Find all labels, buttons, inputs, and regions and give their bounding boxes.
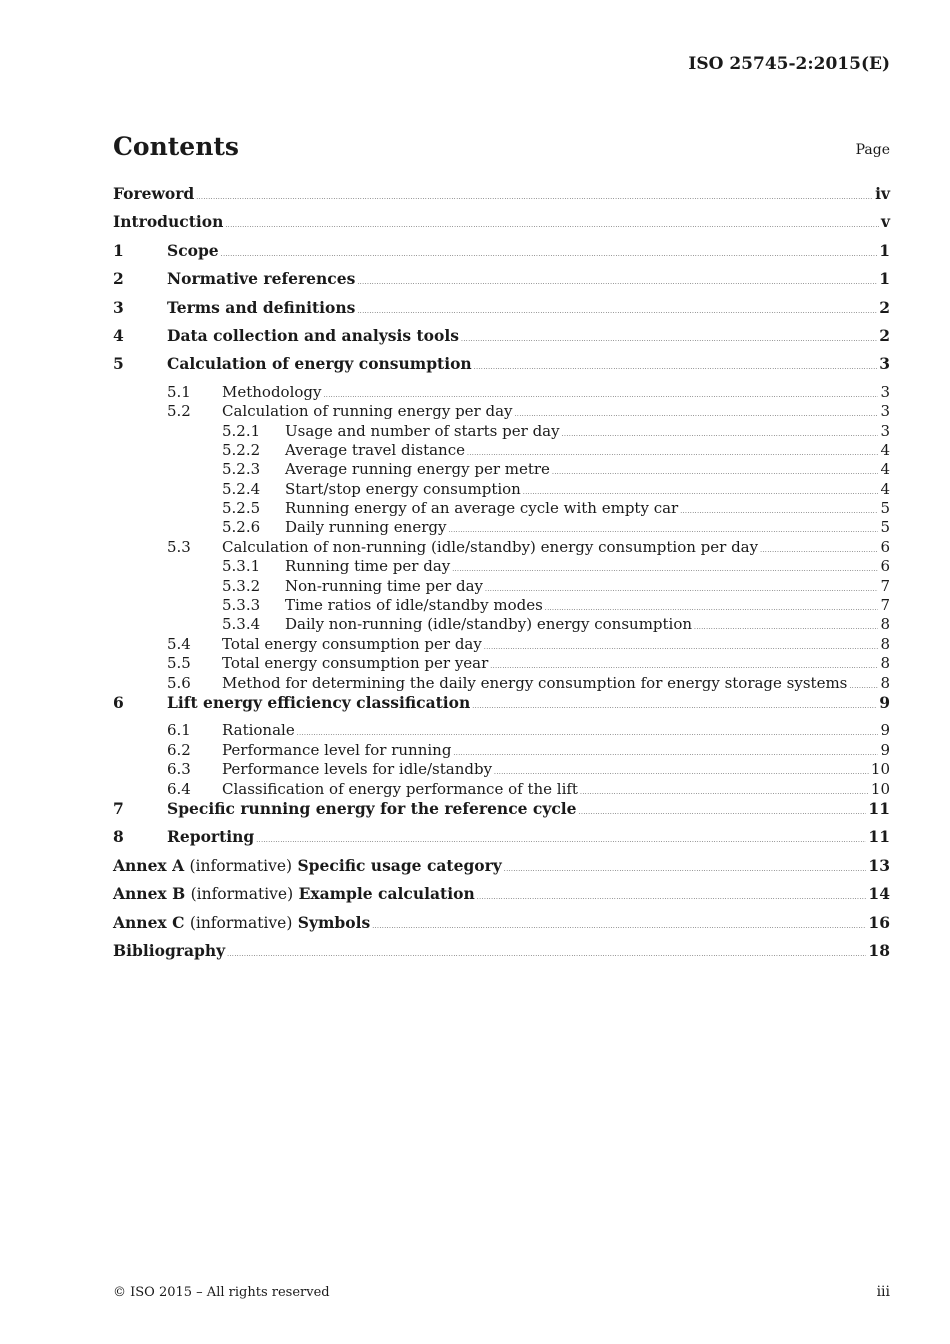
toc-page-number: 9	[880, 740, 890, 759]
dot-leader	[474, 365, 878, 371]
toc-entry-title: Performance levels for idle/standby	[222, 760, 493, 779]
toc-entry[interactable]	[113, 557, 890, 576]
dot-leader	[221, 252, 878, 258]
dot-leader	[760, 548, 878, 554]
toc-page-number: 2	[879, 297, 890, 317]
toc-page-number: 3	[879, 354, 890, 374]
toc-entry-title: Bibliography	[113, 940, 226, 960]
dot-leader	[515, 412, 879, 418]
toc-entry-title: Specific running energy for the reference cycle	[167, 798, 577, 818]
toc-entry-number: 7	[113, 798, 124, 818]
toc-entry-number: 6.1	[167, 721, 191, 740]
toc-entry[interactable]	[113, 654, 890, 673]
toc-page-number: 11	[868, 827, 890, 847]
toc-entry-number: 5.6	[167, 673, 191, 692]
toc-entry-number: 1	[113, 240, 124, 260]
toc-page-number: 2	[879, 325, 890, 345]
toc-entry-title: Daily running energy	[285, 518, 447, 537]
dot-leader	[485, 587, 878, 593]
toc-entry-number: 5.4	[167, 634, 191, 653]
dot-leader	[227, 952, 866, 958]
toc-entry[interactable]	[113, 760, 890, 779]
toc-page-number: 3	[880, 421, 890, 440]
toc-entry[interactable]	[113, 615, 890, 634]
annex-label: Annex A	[113, 855, 185, 875]
toc-page-number: 10	[870, 779, 890, 798]
toc-entry-number: 3	[113, 297, 124, 317]
dot-leader	[357, 309, 877, 315]
toc-entry[interactable]	[113, 518, 890, 537]
dot-leader	[694, 625, 878, 631]
toc-entry-title: Calculation of energy consumption	[167, 354, 472, 374]
toc-entry-title: Average travel distance	[285, 440, 465, 459]
toc-entry[interactable]	[113, 741, 890, 760]
toc-entry[interactable]	[113, 913, 890, 941]
toc-entry-number: 4	[113, 325, 124, 345]
dot-leader	[490, 664, 878, 670]
toc-entry-number: 5	[113, 354, 124, 374]
toc-entry[interactable]	[113, 827, 890, 855]
toc-page-number: 6	[880, 537, 890, 556]
toc-entry[interactable]	[113, 441, 890, 460]
dot-leader	[545, 606, 879, 612]
toc-entry-number: 5.1	[167, 382, 191, 401]
toc-entry-title: Terms and definitions	[167, 297, 356, 317]
dot-leader	[324, 393, 879, 399]
toc-entry-number: 5.3.2	[222, 576, 261, 595]
toc-entry-title: Data collection and analysis tools	[167, 325, 459, 345]
dot-leader	[523, 490, 879, 496]
toc-entry-number: 5.2	[167, 402, 191, 421]
toc-page-number: 9	[879, 692, 890, 712]
toc-page-number: v	[880, 212, 890, 232]
document-id: ISO 25745-2:2015(E)	[688, 54, 890, 74]
toc-page-number: 5	[880, 518, 890, 537]
toc-entry-number: 5.5	[167, 654, 191, 673]
toc-entry-title: Usage and number of starts per day	[285, 421, 560, 440]
annex-title: Symbols	[297, 912, 371, 932]
dot-leader	[448, 528, 878, 534]
toc-entry-number: 5.2.4	[222, 479, 261, 498]
toc-entry-number: 6	[113, 692, 124, 712]
dot-leader	[196, 195, 873, 201]
annex-label: Annex B	[113, 884, 186, 904]
toc-entry[interactable]	[113, 856, 890, 884]
toc-entry[interactable]	[113, 635, 890, 654]
dot-leader	[494, 770, 869, 776]
toc-entry-number: 5.2.2	[222, 440, 261, 459]
toc-entry[interactable]	[113, 577, 890, 596]
toc-entry-number: 6.4	[167, 779, 191, 798]
toc-entry-title: Introduction	[113, 212, 224, 232]
toc-entry-title	[113, 884, 475, 903]
toc-entry-title: Foreword	[113, 184, 195, 203]
toc-entry[interactable]	[113, 693, 890, 721]
toc-entry-title: Calculation of running energy per day	[222, 402, 513, 421]
toc-entry-title: Lift energy efficiency classification	[167, 692, 471, 712]
dot-leader	[484, 645, 879, 651]
dot-leader	[357, 280, 877, 286]
toc-entry-title: Running time per day	[285, 557, 451, 576]
dot-leader	[477, 895, 867, 901]
page-title: Contents	[113, 132, 240, 161]
toc-page-number: 8	[880, 673, 890, 692]
toc-entry[interactable]	[113, 884, 890, 912]
toc-page-number: 10	[870, 760, 890, 779]
toc-page-number: 6	[880, 557, 890, 576]
toc-entry-number: 6.2	[167, 740, 191, 759]
toc-entry-number: 5.3.3	[222, 596, 261, 615]
toc-entry[interactable]	[113, 212, 890, 240]
toc-entry[interactable]	[113, 298, 890, 326]
toc-entry[interactable]	[113, 269, 890, 297]
toc-page-number: 11	[868, 798, 890, 818]
toc-entry[interactable]	[113, 480, 890, 499]
toc-entry[interactable]	[113, 354, 890, 382]
toc-entry[interactable]	[113, 241, 890, 269]
toc-page-number: 7	[880, 576, 890, 595]
toc-entry-number: 5.3	[167, 537, 191, 556]
toc-entry-number: 5.2.6	[222, 518, 261, 537]
page-column-label: Page	[855, 142, 890, 158]
toc-entry-number: 5.2.3	[222, 460, 261, 479]
toc-page-number: 8	[880, 634, 890, 653]
toc-entry-number: 5.2.5	[222, 499, 261, 518]
dot-leader	[579, 810, 867, 816]
toc-entry[interactable]	[113, 596, 890, 615]
toc-page-number: 1	[879, 269, 890, 289]
toc-page-number: 4	[880, 460, 890, 479]
dot-leader	[562, 432, 879, 438]
dot-leader	[680, 509, 878, 515]
toc-entry-title	[113, 856, 502, 875]
dot-leader	[552, 470, 879, 476]
toc-entry-title: Average running energy per metre	[285, 460, 550, 479]
dot-leader	[472, 704, 877, 710]
dot-leader	[467, 451, 878, 457]
toc-entry-title: Method for determining the daily energy consumption for energy storage systems	[222, 673, 848, 692]
annex-title: Specific usage category	[297, 855, 502, 875]
dot-leader	[453, 751, 878, 757]
toc-entry-title: Total energy consumption per year	[222, 654, 489, 673]
title-row	[113, 132, 890, 166]
toc-page-number: iv	[875, 184, 890, 203]
toc-entry-number: 5.2.1	[222, 421, 261, 440]
annex-title: Example calculation	[298, 884, 475, 904]
dot-leader	[580, 790, 869, 796]
dot-leader	[849, 684, 878, 690]
dot-leader	[297, 731, 879, 737]
toc-page-number: 3	[880, 402, 890, 421]
annex-qualifier: (informative)	[189, 856, 293, 875]
toc-page-number: 7	[880, 596, 890, 615]
toc-entry[interactable]	[113, 383, 890, 402]
toc-entry[interactable]	[113, 422, 890, 441]
toc-page-number: 3	[880, 382, 890, 401]
dot-leader	[225, 223, 879, 229]
toc-entry[interactable]	[113, 460, 890, 479]
toc-entry[interactable]	[113, 721, 890, 740]
table-of-contents	[113, 184, 890, 969]
toc-page-number: 4	[880, 479, 890, 498]
toc-page-number: 4	[880, 440, 890, 459]
annex-qualifier: (informative)	[189, 913, 293, 932]
dot-leader	[256, 838, 866, 844]
toc-page-number: 1	[879, 240, 890, 260]
toc-entry-title: Normative references	[167, 269, 356, 289]
page-number: iii	[876, 1284, 890, 1300]
toc-entry[interactable]	[113, 780, 890, 799]
toc-entry[interactable]	[113, 326, 890, 354]
dot-leader	[461, 337, 877, 343]
toc-entry-title: Non-running time per day	[285, 576, 483, 595]
toc-entry[interactable]	[113, 402, 890, 421]
toc-entry-title: Rationale	[222, 721, 295, 740]
toc-entry-title: Time ratios of idle/standby modes	[285, 596, 543, 615]
toc-entry-title: Running energy of an average cycle with empty car	[285, 499, 679, 518]
toc-entry[interactable]	[113, 184, 890, 212]
toc-page-number: 18	[868, 940, 890, 960]
copyright-notice: © ISO 2015 – All rights reserved	[113, 1285, 330, 1300]
toc-entry-number: 5.3.4	[222, 615, 261, 634]
toc-entry-title: Total energy consumption per day	[222, 634, 482, 653]
toc-entry-title: Classification of energy performance of the lift	[222, 779, 578, 798]
toc-entry[interactable]	[113, 674, 890, 693]
toc-page-number: 13	[868, 855, 890, 875]
toc-entry[interactable]	[113, 538, 890, 557]
toc-entry-title: Scope	[167, 240, 219, 260]
annex-label: Annex C	[113, 912, 185, 932]
toc-entry-title: Performance level for running	[222, 740, 452, 759]
toc-entry-title: Start/stop energy consumption	[285, 479, 521, 498]
toc-entry-title: Methodology	[222, 382, 322, 401]
toc-page-number: 8	[880, 654, 890, 673]
toc-entry[interactable]	[113, 499, 890, 518]
dot-leader	[504, 867, 867, 873]
toc-entry-number: 6.3	[167, 760, 191, 779]
dot-leader	[372, 924, 866, 930]
toc-entry-title: Reporting	[167, 827, 255, 847]
toc-entry-number: 5.3.1	[222, 557, 261, 576]
toc-page-number: 8	[880, 615, 890, 634]
toc-entry[interactable]	[113, 799, 890, 827]
toc-entry-number: 8	[113, 827, 124, 847]
toc-entry[interactable]	[113, 941, 890, 969]
toc-page-number: 5	[880, 499, 890, 518]
toc-entry-title	[113, 913, 370, 932]
toc-entry-number: 2	[113, 269, 124, 289]
toc-page-number: 16	[868, 912, 890, 932]
dot-leader	[452, 567, 878, 573]
toc-entry-title: Calculation of non-running (idle/standby) energy consumption per day	[222, 537, 759, 556]
toc-page-number: 14	[868, 884, 890, 904]
toc-page-number: 9	[880, 721, 890, 740]
annex-qualifier: (informative)	[190, 885, 294, 904]
toc-entry-title: Daily non-running (idle/standby) energy consumption	[285, 615, 693, 634]
